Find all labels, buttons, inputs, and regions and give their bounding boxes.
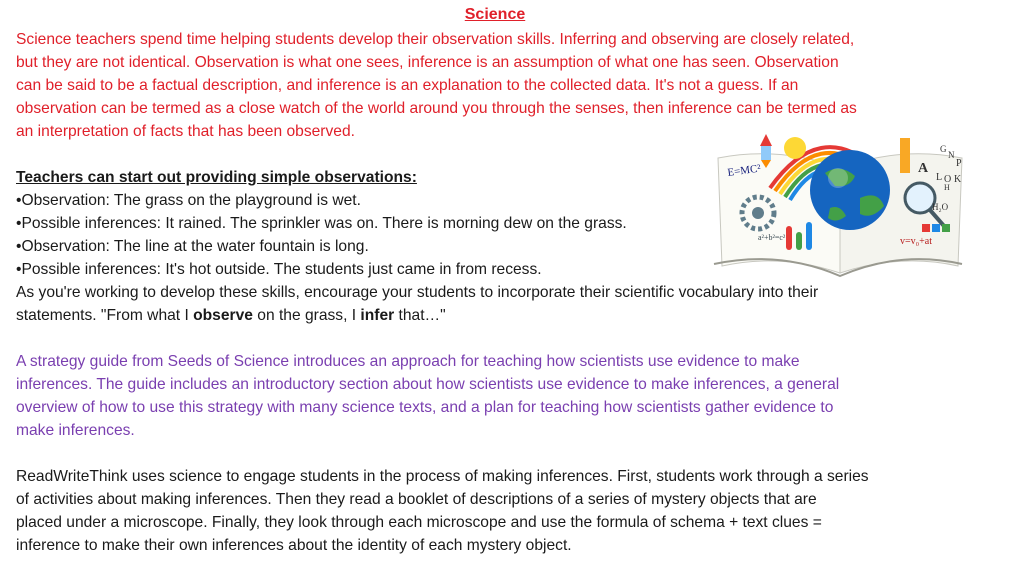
- svg-text:A: A: [918, 161, 929, 176]
- examples-closing: [16, 281, 1006, 327]
- svg-text:O: O: [944, 174, 952, 185]
- intro-line: but they are not identical. Observation is what one sees, inference is an assumption of what one has seen. Observation: [16, 54, 839, 71]
- svg-text:P: P: [956, 158, 962, 169]
- intro-line: Science teachers spend time helping students develop their observation skills. Inferring and observing are closely related,: [16, 31, 855, 48]
- strategy-line: inferences. The guide includes an introductory section about how scientists use evidence to make inferences, a general: [16, 376, 840, 393]
- globe-icon: [810, 150, 890, 230]
- bullet-item: •Possible inferences: It rained. The sprinkler was on. There is morning dew on the grass.: [16, 215, 627, 232]
- bullet-item: •Observation: The line at the water fountain is long.: [16, 238, 369, 255]
- formula-emc2: E=MC²: [726, 162, 762, 179]
- intro-line: observation can be termed as a close watch of the world around you through the senses, then inference can be termed as: [16, 100, 857, 117]
- svg-text:L: L: [936, 172, 943, 183]
- water-formula: H₂O: [932, 202, 949, 212]
- rwt-line: inference to make their own inferences about the identity of each mystery object.: [16, 537, 572, 554]
- science-book-illustration: [700, 128, 995, 278]
- intro-line: can be said to be a factual description, and inference is an explanation to the collected data. It's not a guess. If an: [16, 77, 799, 94]
- examples-section: [16, 166, 706, 281]
- quote-pre: statements. "From what I: [16, 307, 194, 324]
- formula-pythag: a²+b²=c²: [758, 233, 786, 242]
- giraffe-icon: [900, 138, 910, 173]
- svg-text:K: K: [954, 174, 962, 185]
- bullet-item: •Possible inferences: It's hot outside. The students just came in from recess.: [16, 261, 542, 278]
- quote-mid: on the grass, I: [252, 307, 361, 324]
- rwt-line: ReadWriteThink uses science to engage students in the process of making inferences. First, students work through a series: [16, 468, 869, 485]
- svg-text:N: N: [948, 150, 955, 160]
- svg-text:H: H: [944, 183, 950, 192]
- readwritethink-paragraph: [16, 465, 1006, 557]
- rwt-line: placed under a microscope. Finally, they look through each microscope and use the formula of schema + text clues =: [16, 514, 822, 531]
- intro-paragraph: [16, 28, 986, 143]
- intro-line: an interpretation of facts that has been observed.: [16, 123, 355, 140]
- sun-icon: [784, 137, 806, 159]
- svg-text:G: G: [940, 144, 947, 154]
- quote-post: that…": [394, 307, 446, 324]
- rwt-line: of activities about making inferences. Then they read a booklet of descriptions of a series of mystery objects that are: [16, 491, 817, 508]
- strategy-line: make inferences.: [16, 422, 135, 439]
- closing-line: As you're working to develop these skills, encourage your students to incorporate their scientific vocabulary into their: [16, 284, 819, 301]
- strategy-paragraph: [16, 350, 1006, 442]
- page-title: Science: [464, 6, 526, 23]
- strategy-line: A strategy guide from Seeds of Science introduces an approach for teaching how scientists use evidence to make: [16, 353, 800, 370]
- word-infer: infer: [360, 307, 395, 324]
- word-observe: observe: [193, 307, 253, 324]
- strategy-line: overview of how to use this strategy with many science texts, and a plan for teaching how scientists gather evidence to: [16, 399, 834, 416]
- examples-heading: Teachers can start out providing simple observations:: [16, 169, 417, 186]
- bullet-item: •Observation: The grass on the playground is wet.: [16, 192, 361, 209]
- formula-velocity: v=v₀+at: [900, 236, 932, 247]
- closing-line-quote: [16, 304, 1006, 327]
